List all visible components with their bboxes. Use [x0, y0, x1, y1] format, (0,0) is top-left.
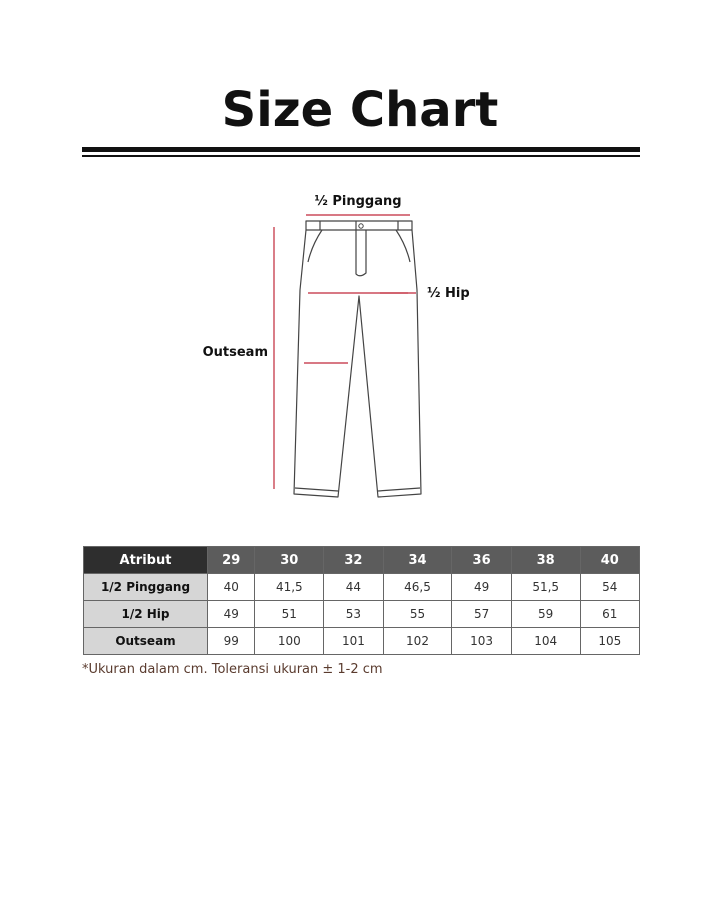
- table-cell: 102: [383, 628, 452, 655]
- table-cell: 40: [208, 574, 255, 601]
- pants-outline: [294, 221, 421, 497]
- waist-button: [359, 224, 363, 228]
- table-cell: 49: [208, 601, 255, 628]
- table-cell: 103: [452, 628, 511, 655]
- table-cell: 51,5: [511, 574, 580, 601]
- attribute-header: Atribut: [84, 547, 208, 574]
- table-cell: 44: [324, 574, 383, 601]
- outseam-label: Outseam: [202, 345, 268, 360]
- size-table: [83, 546, 640, 655]
- size-header: 30: [255, 547, 324, 574]
- table-cell: 57: [452, 601, 511, 628]
- table-cell: 61: [580, 601, 639, 628]
- size-header: 29: [208, 547, 255, 574]
- table-cell: 99: [208, 628, 255, 655]
- size-table-header-row: [84, 547, 640, 574]
- size-header: 38: [511, 547, 580, 574]
- footnote: *Ukuran dalam cm. Toleransi ukuran ± 1-2 cm: [82, 662, 383, 677]
- waist-label: ½ Pinggang: [314, 194, 402, 209]
- table-cell: 59: [511, 601, 580, 628]
- table-cell: 53: [324, 601, 383, 628]
- table-row: [84, 574, 640, 601]
- table-cell: 104: [511, 628, 580, 655]
- size-header: 36: [452, 547, 511, 574]
- hip-label: ½ Hip: [427, 286, 470, 301]
- table-cell: 101: [324, 628, 383, 655]
- row-label: 1/2 Hip: [84, 601, 208, 628]
- table-cell: 100: [255, 628, 324, 655]
- table-row: [84, 601, 640, 628]
- row-label: Outseam: [84, 628, 208, 655]
- table-cell: 46,5: [383, 574, 452, 601]
- table-row: [84, 628, 640, 655]
- table-cell: 54: [580, 574, 639, 601]
- table-cell: 49: [452, 574, 511, 601]
- size-header: 32: [324, 547, 383, 574]
- table-cell: 55: [383, 601, 452, 628]
- table-cell: 105: [580, 628, 639, 655]
- table-cell: 51: [255, 601, 324, 628]
- table-cell: 41,5: [255, 574, 324, 601]
- page-title: Size Chart: [221, 82, 499, 138]
- size-header: 34: [383, 547, 452, 574]
- size-header: 40: [580, 547, 639, 574]
- row-label: 1/2 Pinggang: [84, 574, 208, 601]
